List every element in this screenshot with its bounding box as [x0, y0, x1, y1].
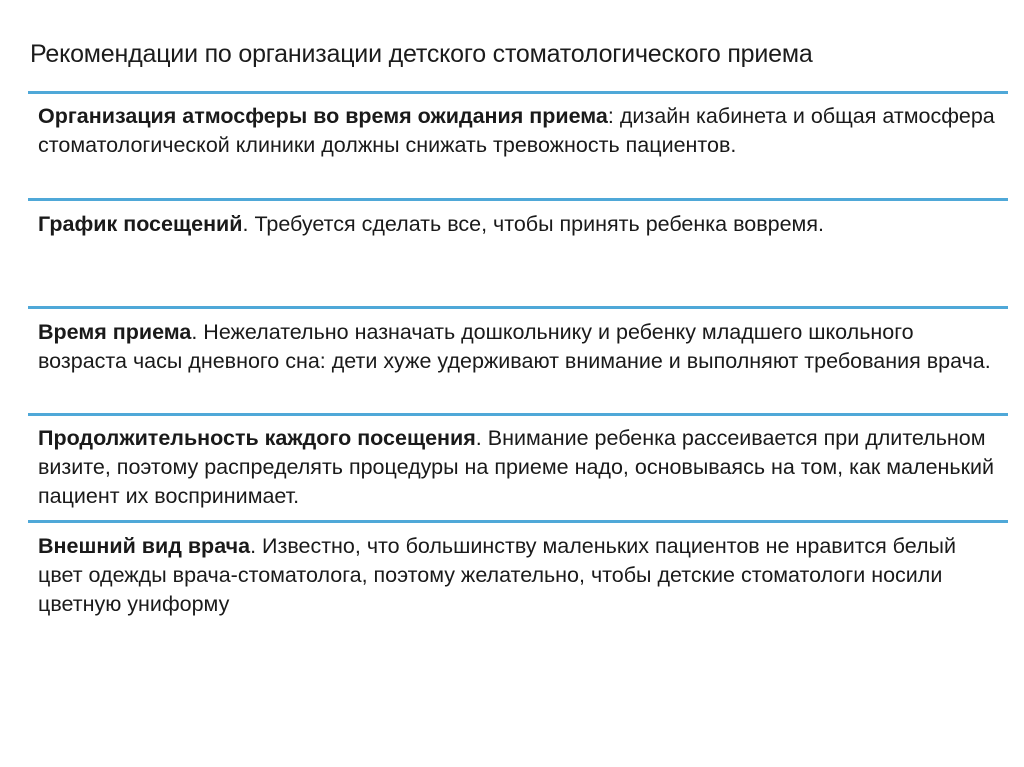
item-text: . Требуется сделать все, чтобы принять ребенка вовремя. — [242, 212, 824, 236]
item-heading: Продолжительность каждого посещения — [38, 426, 476, 450]
divider-line — [28, 91, 1008, 94]
item-heading: Внешний вид врача — [38, 534, 251, 558]
recommendation-item — [38, 532, 998, 619]
divider-line — [28, 413, 1008, 416]
divider-line — [28, 198, 1008, 201]
recommendation-item — [38, 318, 998, 376]
item-text: . Известно, что большинству маленьких пациентов не нравится белый цвет одежды врача-стоматолога, поэтому желательно, чтобы детские стоматологи носили цветную униформу — [38, 534, 957, 616]
divider-line — [28, 306, 1008, 309]
item-text: . Внимание ребенка рассеивается при длительном визите, поэтому распределять процедуры на приеме надо, основываясь на том, как маленький пациент их воспринимает. — [38, 426, 995, 508]
item-text: . Нежелательно назначать дошкольнику и ребенку младшего школьного возраста часы дневного сна: дети хуже удерживают внимание и выполняют требования врача. — [38, 320, 991, 373]
slide-title: Рекомендации по организации детского стоматологического приема — [30, 40, 813, 68]
recommendation-item — [38, 102, 998, 160]
item-heading: График посещений — [38, 212, 243, 236]
recommendation-item — [38, 210, 998, 239]
divider-line — [28, 520, 1008, 523]
item-heading: Время приема — [38, 320, 192, 344]
item-heading: Организация атмосферы во время ожидания приема — [38, 104, 608, 128]
recommendation-item — [38, 424, 998, 511]
item-text: : дизайн кабинета и общая атмосфера стоматологической клиники должны снижать тревожность пациентов. — [38, 104, 995, 157]
